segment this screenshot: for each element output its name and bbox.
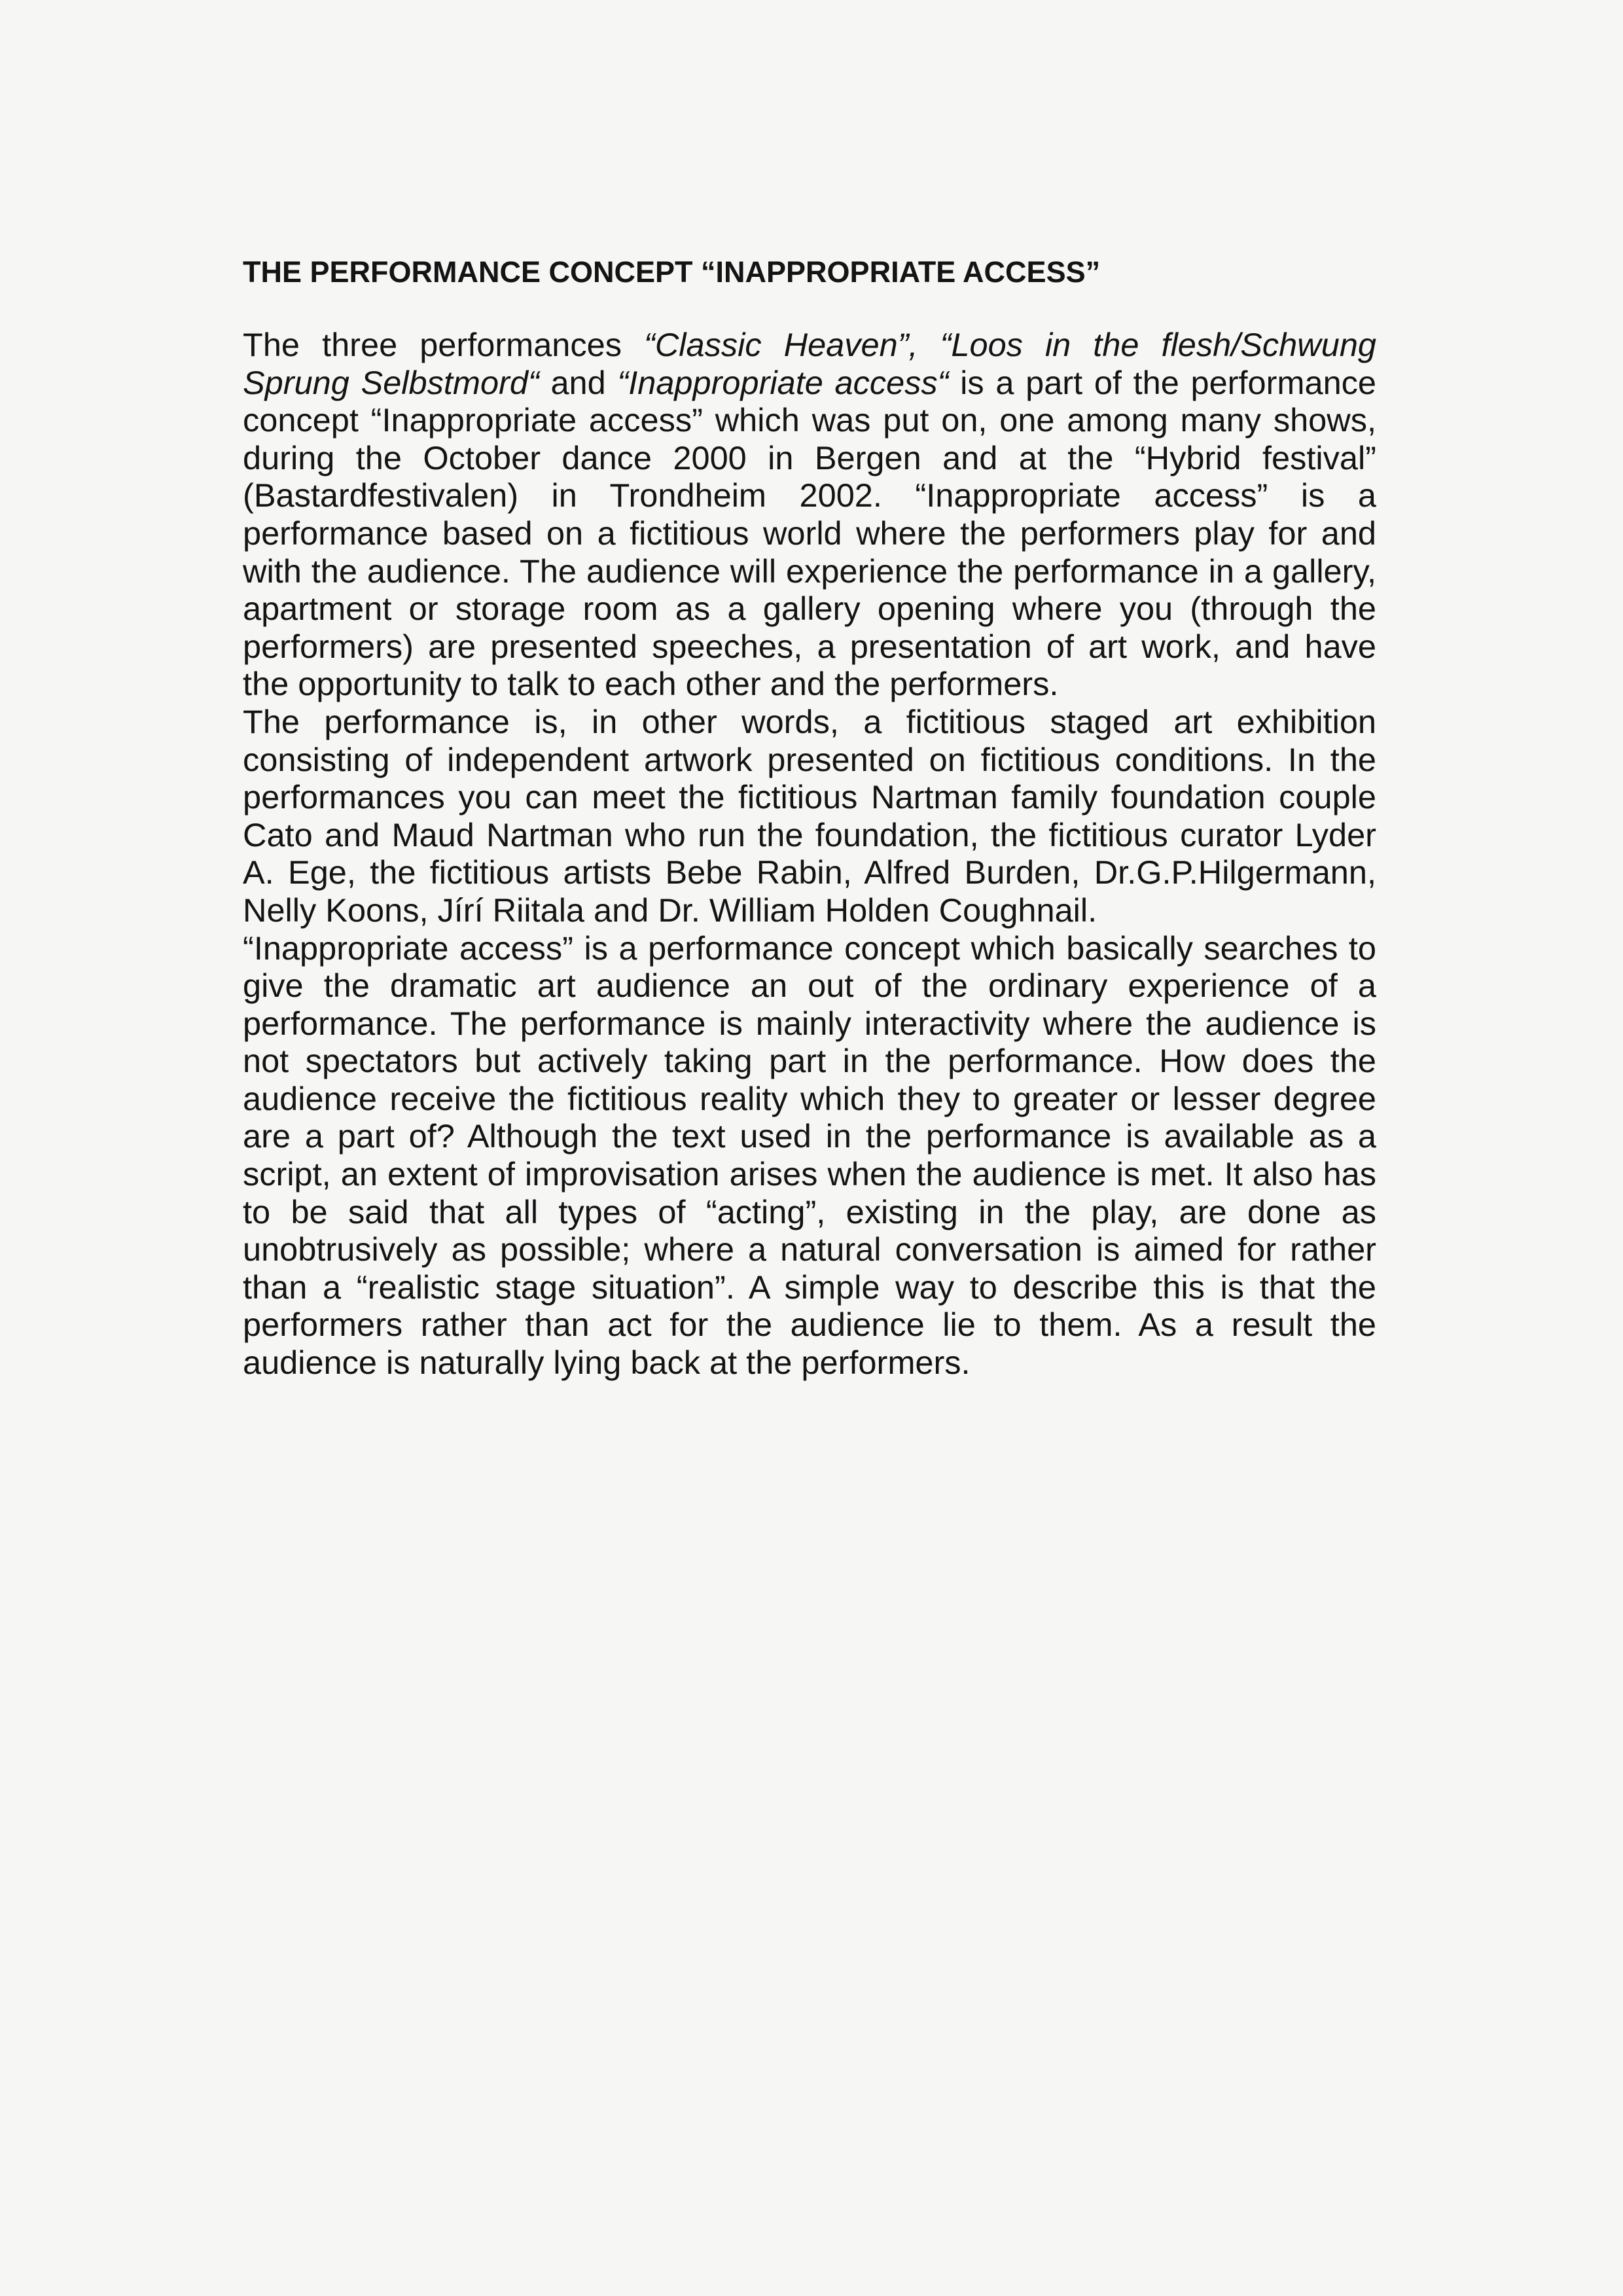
paragraph-1-text-b: and	[539, 363, 618, 401]
paragraph-1	[243, 326, 1376, 703]
paragraph-1-text-a: The three performances	[243, 326, 645, 363]
paragraph-1-italic-titles: “Classic Heaven”, “Loos in the flesh/Schwung Sprung Selbstmord“	[243, 326, 1376, 401]
paragraph-2: The performance is, in other words, a fictitious staged art exhibition consisting of independent artwork presented on fictitious conditions. In the performances you can meet the fictitious Nartman family foundation couple Cato and Maud Nartman who run the foundation, the fictitious curator Lyder A. Ege, the fictitious artists Bebe Rabin, Alfred Burden, Dr.G.P.Hilgermann, Nelly Koons, Jírí Riitala and Dr. William Holden Coughnail.	[243, 702, 1376, 929]
paragraph-3: “Inappropriate access” is a performance concept which basically searches to give the dramatic art audience an out of the ordinary experience of a performance. The performance is mainly interactivity where the audience is not spectators but actively taking part in the performance. How does the audience receive the fictitious reality which they to greater or lesser degree are a part of? Although the text used in the performance is available as a script, an extent of improvisation arises when the audience is met. It also has to be said that all types of “acting”, existing in the play, are done as unobtrusively as possible; where a natural conversation is aimed for rather than a “realistic stage situation”. A simple way to describe this is that the performers rather than act for the audience lie to them. As a result the audience is naturally lying back at the performers.	[243, 929, 1376, 1382]
paragraph-1-italic-title: “Inappropriate access“	[617, 363, 949, 401]
document-title: THE PERFORMANCE CONCEPT “INAPPROPRIATE ACCESS”	[243, 255, 1101, 289]
document-body	[243, 254, 1376, 1382]
paragraph-1-text-c: is a part of the performance concept “Inappropriate access” which was put on, one among many shows, during the October dance 2000 in Bergen and at the “Hybrid festival” (Bastardfestivalen) in Trondheim 2002. “Inappropriate access” is a performance based on a fictitious world where the performers play for and with the audience. The audience will experience the performance in a gallery, apartment or storage room as a gallery opening where you (through the performers) are presented speeches, a presentation of art work, and have the opportunity to talk to each other and the performers.	[243, 363, 1376, 703]
